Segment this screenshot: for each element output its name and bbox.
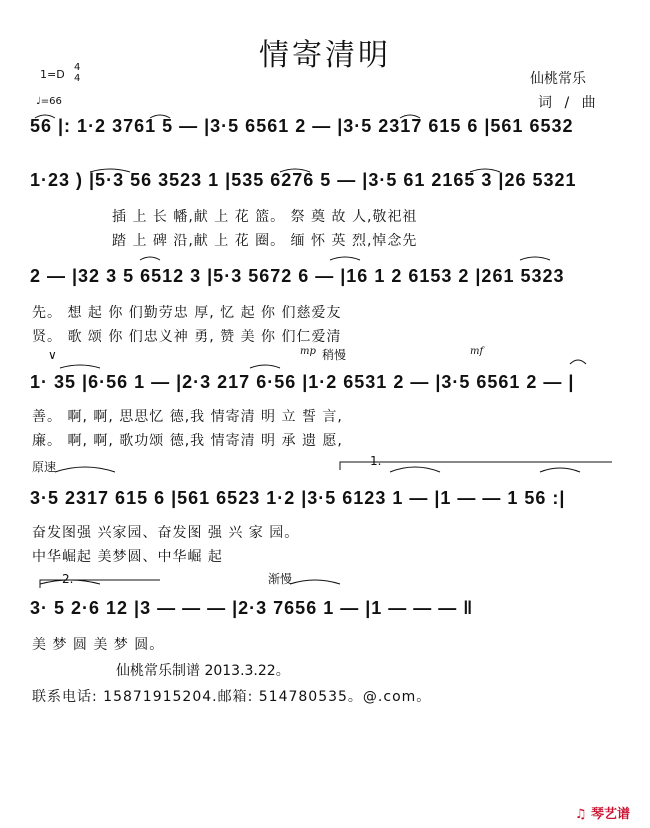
song-title: 情寄清明 [259,38,391,73]
slur-mark [250,365,280,368]
ending-2-label: 2. [62,572,74,586]
staff-2-lyrics-verse-1: 插 上 长 幡,献 上 花 篮。 祭 奠 故 人,敬祀祖 [112,209,418,225]
fermata-mark [570,360,586,364]
time-numerator: 4 [74,62,81,73]
staff-5-lyrics-verse-2: 中华崛起 美梦圆、中华崛 起 [32,549,223,565]
tempo-value: =66 [40,96,62,107]
staff-3-notes: 2 — |32 3 5 6512 3 |5·3 5672 6 — |16 1 2 6153 2 |261 5323 [30,266,565,286]
author-name: 仙桃常乐 [530,71,586,87]
slur-mark [520,257,550,260]
key-signature: 1=D [40,68,65,81]
tempo-restore-mark: 原速 [32,460,57,474]
logo-text: 琴艺谱 [590,807,630,822]
staff-4-notes: 1· 35 |6·56 1 — |2·3 217 6·56 |1·2 6531 2 — |3·5 6561 2 — | [30,372,575,392]
time-denominator: 4 [74,73,81,84]
logo-icon: ♫ [574,807,587,822]
staff-2-lyrics-verse-2: 踏 上 碑 沿,献 上 花 圈。 缅 怀 英 烈,悼念先 [112,233,418,249]
staff-3-lyrics-verse-2: 贤。 歌 颂 你 们忠义神 勇, 赞 美 你 们仁爱清 [32,329,342,345]
staff-6-notes: 3· 5 2·6 12 |3 — — — |2·3 7656 1 — |1 — — — ‖ [30,598,474,618]
slur-mark [140,257,160,260]
breath-mark: ∨ [48,348,57,362]
staff-4-lyrics-verse-2: 廉。 啊, 啊, 歌功颂 德,我 情寄清 明 承 遗 愿, [32,433,343,449]
ending-1-label: 1. [370,454,382,468]
quarter-note-icon: ♩ [36,96,41,107]
staff-2-notes: 1·23 ) |5·3 56 3523 1 |535 6276 5 — |3·5 61 2165 3 |26 5321 [30,170,577,190]
staff-4-lyrics-verse-1: 善。 啊, 啊, 思思忆 德,我 情寄清 明 立 誓 言, [32,409,343,425]
credit-line: 词 / 曲 [538,95,600,111]
slur-mark [330,257,360,260]
slur-mark [390,467,440,472]
staff-5-notes: 3·5 2317 615 6 |561 6523 1·2 |3·5 6123 1 — |1 — — 1 56 :| [30,488,566,508]
tempo-gradual-slow-mark: 渐慢 [268,572,293,586]
slur-mark [540,468,580,472]
staff-3-lyrics-verse-1: 先。 想 起 你 们勤劳忠 厚, 忆 起 你 们慈爱友 [32,305,342,321]
dynamic-mp: mp [300,346,316,357]
contact-info: 联系电话: 15871915204.邮箱: 514780535。@.com。 [32,689,432,705]
tempo-slow-mark: 稍慢 [322,348,347,362]
staff-5-lyrics-verse-1: 奋发图强 兴家园、奋发图 强 兴 家 园。 [32,525,300,541]
staff-1-notes: 56 |: 1·2 3761 5 — |3·5 6561 2 — |3·5 2317 615 6 |561 6532 [30,116,574,136]
dynamic-mf: mf [470,346,484,357]
staff-6-lyrics: 美 梦 圆 美 梦 圆。 [32,637,165,653]
slur-mark [55,467,115,472]
score-credit-footer: 仙桃常乐制谱 2013.3.22。 [116,663,290,679]
site-logo [575,803,630,822]
slur-mark [60,365,100,368]
slur-mark [290,580,340,584]
